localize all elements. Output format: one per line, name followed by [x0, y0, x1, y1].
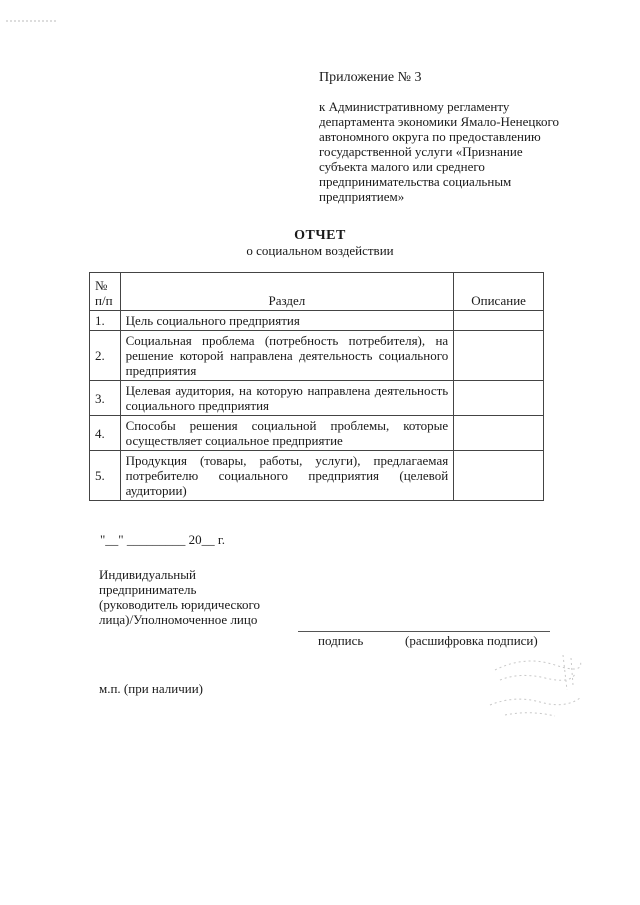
table-header-row: [90, 273, 544, 311]
signature-label: подпись: [318, 633, 364, 648]
row-section: Социальная проблема (потребность потребителя), на решение которой направлена деятельность социального предприятия: [120, 331, 454, 381]
row-description[interactable]: [454, 331, 544, 381]
column-header-number: № п/п: [90, 273, 121, 311]
row-number: 3.: [90, 381, 121, 416]
row-number: 1.: [90, 311, 121, 331]
appendix-line: предприятием»: [319, 189, 405, 204]
signature-decode-label: (расшифровка подписи): [405, 633, 538, 648]
appendix-line: автономного округа по предоставлению: [319, 129, 541, 144]
row-section: Цель социального предприятия: [120, 311, 454, 331]
signature-line: [298, 631, 550, 632]
signer-line: Индивидуальный: [99, 567, 196, 582]
signer-block: [99, 567, 289, 627]
signer-line: лица)/Уполномоченное лицо: [99, 612, 258, 627]
signer-line: предприниматель: [99, 582, 197, 597]
appendix-subtitle: [319, 99, 594, 204]
appendix-line: государственной услуги «Признание: [319, 144, 523, 159]
appendix-line: к Административному регламенту: [319, 99, 510, 114]
report-subtitle: о социальном воздействии: [246, 243, 394, 258]
row-number: 2.: [90, 331, 121, 381]
appendix-title: Приложение № 3: [319, 70, 422, 85]
column-header-section: Раздел: [120, 273, 454, 311]
row-section: Продукция (товары, работы, услуги), предлагаемая потребителю социального предприятия (целевой аудитории): [120, 451, 454, 501]
table-row: [90, 416, 544, 451]
row-number: 4.: [90, 416, 121, 451]
column-header-description: Описание: [454, 273, 544, 311]
appendix-line: субъекта малого или среднего: [319, 159, 485, 174]
row-section: Целевая аудитория, на которую направлена деятельность социального предприятия: [120, 381, 454, 416]
row-description[interactable]: [454, 416, 544, 451]
scan-mark: [6, 10, 58, 13]
signer-line: (руководитель юридического: [99, 597, 260, 612]
report-table: [89, 272, 544, 501]
row-number: 5.: [90, 451, 121, 501]
table-row: [90, 451, 544, 501]
appendix-line: предпринимательства социальным: [319, 174, 512, 189]
date-line: "__" _________ 20__ г.: [100, 532, 225, 547]
table-row: [90, 331, 544, 381]
row-description[interactable]: [454, 311, 544, 331]
faint-stamp-mark: [485, 650, 585, 730]
report-title: ОТЧЕТ: [294, 228, 346, 243]
table-row: [90, 311, 544, 331]
row-description[interactable]: [454, 451, 544, 501]
stamp-place-label: м.п. (при наличии): [99, 681, 203, 696]
row-section: Способы решения социальной проблемы, которые осуществляет социальное предприятие: [120, 416, 454, 451]
row-description[interactable]: [454, 381, 544, 416]
appendix-line: департамента экономики Ямало-Ненецкого: [319, 114, 560, 129]
table-row: [90, 381, 544, 416]
